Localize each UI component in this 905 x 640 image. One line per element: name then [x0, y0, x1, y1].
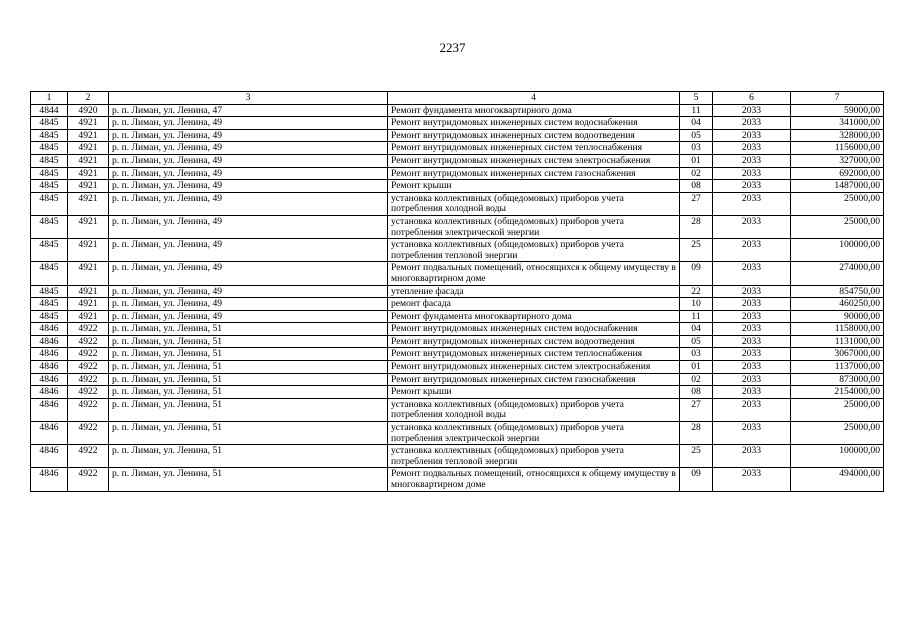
- table-row: [31, 192, 884, 215]
- column-header: 3: [109, 92, 388, 105]
- address-cell: р. п. Лиман, ул. Ленина, 47: [109, 104, 388, 117]
- year-cell: 2033: [713, 468, 791, 491]
- address-cell: р. п. Лиман, ул. Ленина, 49: [109, 192, 388, 215]
- work-type-cell: Ремонт внутридомовых инженерных систем электроснабжения: [388, 154, 680, 167]
- year-cell: 2033: [713, 348, 791, 361]
- year-cell: 2033: [713, 154, 791, 167]
- work-code-cell: 03: [680, 348, 713, 361]
- row-id-cell: 4845: [31, 262, 68, 285]
- house-id-cell: 4921: [68, 262, 109, 285]
- address-cell: р. п. Лиман, ул. Ленина, 49: [109, 310, 388, 323]
- year-cell: 2033: [713, 323, 791, 336]
- address-cell: р. п. Лиман, ул. Ленина, 51: [109, 373, 388, 386]
- cost-cell: 327000,00: [791, 154, 884, 167]
- house-id-cell: 4922: [68, 373, 109, 386]
- work-type-cell: установка коллективных (общедомовых) приборов учета потребления холодной воды: [388, 192, 680, 215]
- work-type-cell: Ремонт внутридомовых инженерных систем теплоснабжения: [388, 142, 680, 155]
- address-cell: р. п. Лиман, ул. Ленина, 49: [109, 215, 388, 238]
- work-code-cell: 08: [680, 386, 713, 399]
- work-code-cell: 01: [680, 361, 713, 374]
- work-code-cell: 11: [680, 104, 713, 117]
- address-cell: р. п. Лиман, ул. Ленина, 51: [109, 445, 388, 468]
- year-cell: 2033: [713, 285, 791, 298]
- cost-cell: 1156000,00: [791, 142, 884, 155]
- column-header: 7: [791, 92, 884, 105]
- row-id-cell: 4845: [31, 192, 68, 215]
- cost-cell: 341000,00: [791, 117, 884, 130]
- cost-cell: 1158000,00: [791, 323, 884, 336]
- table-row: [31, 215, 884, 238]
- address-cell: р. п. Лиман, ул. Ленина, 49: [109, 239, 388, 262]
- cost-cell: 25000,00: [791, 192, 884, 215]
- cost-cell: 2154000,00: [791, 386, 884, 399]
- address-cell: р. п. Лиман, ул. Ленина, 49: [109, 154, 388, 167]
- work-type-cell: установка коллективных (общедомовых) приборов учета потребления тепловой энергии: [388, 239, 680, 262]
- row-id-cell: 4845: [31, 142, 68, 155]
- cost-cell: 3067000,00: [791, 348, 884, 361]
- house-id-cell: 4921: [68, 215, 109, 238]
- year-cell: 2033: [713, 104, 791, 117]
- work-code-cell: 09: [680, 468, 713, 491]
- table-row: [31, 239, 884, 262]
- house-id-cell: 4921: [68, 129, 109, 142]
- column-number-row: [31, 92, 884, 105]
- house-id-cell: 4922: [68, 323, 109, 336]
- cost-cell: 854750,00: [791, 285, 884, 298]
- address-cell: р. п. Лиман, ул. Ленина, 51: [109, 323, 388, 336]
- work-code-cell: 04: [680, 117, 713, 130]
- row-id-cell: 4845: [31, 285, 68, 298]
- work-type-cell: ремонт фасада: [388, 298, 680, 311]
- house-id-cell: 4921: [68, 117, 109, 130]
- row-id-cell: 4846: [31, 422, 68, 445]
- row-id-cell: 4845: [31, 239, 68, 262]
- address-cell: р. п. Лиман, ул. Ленина, 51: [109, 348, 388, 361]
- address-cell: р. п. Лиман, ул. Ленина, 49: [109, 117, 388, 130]
- row-id-cell: 4844: [31, 104, 68, 117]
- house-id-cell: 4921: [68, 154, 109, 167]
- table-row: [31, 129, 884, 142]
- row-id-cell: 4846: [31, 323, 68, 336]
- table-row: [31, 298, 884, 311]
- house-id-cell: 4921: [68, 239, 109, 262]
- table-row: [31, 154, 884, 167]
- row-id-cell: 4846: [31, 361, 68, 374]
- work-code-cell: 27: [680, 192, 713, 215]
- year-cell: 2033: [713, 361, 791, 374]
- house-id-cell: 4922: [68, 422, 109, 445]
- house-id-cell: 4921: [68, 298, 109, 311]
- year-cell: 2033: [713, 117, 791, 130]
- year-cell: 2033: [713, 129, 791, 142]
- table-row: [31, 445, 884, 468]
- house-id-cell: 4921: [68, 192, 109, 215]
- work-code-cell: 02: [680, 373, 713, 386]
- row-id-cell: 4845: [31, 154, 68, 167]
- work-code-cell: 09: [680, 262, 713, 285]
- work-type-cell: утепление фасада: [388, 285, 680, 298]
- register-table: [30, 91, 884, 492]
- cost-cell: 460250,00: [791, 298, 884, 311]
- row-id-cell: 4846: [31, 348, 68, 361]
- house-id-cell: 4922: [68, 386, 109, 399]
- column-header: 2: [68, 92, 109, 105]
- table-row: [31, 117, 884, 130]
- cost-cell: 1487000,00: [791, 180, 884, 193]
- row-id-cell: 4846: [31, 445, 68, 468]
- work-code-cell: 08: [680, 180, 713, 193]
- address-cell: р. п. Лиман, ул. Ленина, 49: [109, 180, 388, 193]
- row-id-cell: 4846: [31, 386, 68, 399]
- work-type-cell: установка коллективных (общедомовых) приборов учета потребления тепловой энергии: [388, 445, 680, 468]
- cost-cell: 25000,00: [791, 215, 884, 238]
- year-cell: 2033: [713, 180, 791, 193]
- cost-cell: 1131000,00: [791, 335, 884, 348]
- cost-cell: 59000,00: [791, 104, 884, 117]
- table-row: [31, 104, 884, 117]
- cost-cell: 25000,00: [791, 398, 884, 421]
- table-row: [31, 142, 884, 155]
- column-header: 1: [31, 92, 68, 105]
- table-row: [31, 323, 884, 336]
- address-cell: р. п. Лиман, ул. Ленина, 49: [109, 142, 388, 155]
- cost-cell: 90000,00: [791, 310, 884, 323]
- work-code-cell: 28: [680, 422, 713, 445]
- house-id-cell: 4921: [68, 167, 109, 180]
- address-cell: р. п. Лиман, ул. Ленина, 51: [109, 335, 388, 348]
- work-code-cell: 11: [680, 310, 713, 323]
- year-cell: 2033: [713, 422, 791, 445]
- work-type-cell: Ремонт внутридомовых инженерных систем водоотведения: [388, 129, 680, 142]
- cost-cell: 873000,00: [791, 373, 884, 386]
- cost-cell: 25000,00: [791, 422, 884, 445]
- table-row: [31, 348, 884, 361]
- table-body: [31, 104, 884, 491]
- work-code-cell: 25: [680, 445, 713, 468]
- year-cell: 2033: [713, 298, 791, 311]
- row-id-cell: 4845: [31, 167, 68, 180]
- work-code-cell: 28: [680, 215, 713, 238]
- house-id-cell: 4922: [68, 335, 109, 348]
- year-cell: 2033: [713, 373, 791, 386]
- table-row: [31, 167, 884, 180]
- row-id-cell: 4846: [31, 398, 68, 421]
- cost-cell: 274000,00: [791, 262, 884, 285]
- cost-cell: 494000,00: [791, 468, 884, 491]
- year-cell: 2033: [713, 398, 791, 421]
- work-code-cell: 04: [680, 323, 713, 336]
- year-cell: 2033: [713, 215, 791, 238]
- year-cell: 2033: [713, 192, 791, 215]
- year-cell: 2033: [713, 142, 791, 155]
- year-cell: 2033: [713, 386, 791, 399]
- cost-cell: 100000,00: [791, 445, 884, 468]
- row-id-cell: 4846: [31, 335, 68, 348]
- year-cell: 2033: [713, 310, 791, 323]
- row-id-cell: 4845: [31, 310, 68, 323]
- work-code-cell: 03: [680, 142, 713, 155]
- year-cell: 2033: [713, 239, 791, 262]
- column-header: 4: [388, 92, 680, 105]
- work-type-cell: Ремонт фундамента многоквартирного дома: [388, 310, 680, 323]
- row-id-cell: 4845: [31, 129, 68, 142]
- house-id-cell: 4922: [68, 348, 109, 361]
- row-id-cell: 4846: [31, 373, 68, 386]
- work-code-cell: 05: [680, 335, 713, 348]
- year-cell: 2033: [713, 335, 791, 348]
- house-id-cell: 4921: [68, 310, 109, 323]
- work-type-cell: Ремонт внутридомовых инженерных систем теплоснабжения: [388, 348, 680, 361]
- work-type-cell: Ремонт фундамента многоквартирного дома: [388, 104, 680, 117]
- row-id-cell: 4845: [31, 298, 68, 311]
- work-type-cell: установка коллективных (общедомовых) приборов учета потребления холодной воды: [388, 398, 680, 421]
- address-cell: р. п. Лиман, ул. Ленина, 51: [109, 398, 388, 421]
- house-id-cell: 4920: [68, 104, 109, 117]
- work-code-cell: 02: [680, 167, 713, 180]
- cost-cell: 328000,00: [791, 129, 884, 142]
- row-id-cell: 4845: [31, 215, 68, 238]
- work-code-cell: 27: [680, 398, 713, 421]
- column-header: 5: [680, 92, 713, 105]
- work-type-cell: Ремонт крыши: [388, 386, 680, 399]
- work-type-cell: Ремонт подвальных помещений, относящихся к общему имуществу в многоквартирном доме: [388, 468, 680, 491]
- work-type-cell: установка коллективных (общедомовых) приборов учета потребления электрической энергии: [388, 215, 680, 238]
- address-cell: р. п. Лиман, ул. Ленина, 51: [109, 468, 388, 491]
- house-id-cell: 4922: [68, 468, 109, 491]
- table-row: [31, 262, 884, 285]
- table-row: [31, 180, 884, 193]
- address-cell: р. п. Лиман, ул. Ленина, 49: [109, 167, 388, 180]
- table-row: [31, 468, 884, 491]
- page-number: 2237: [439, 40, 466, 55]
- work-code-cell: 01: [680, 154, 713, 167]
- work-type-cell: установка коллективных (общедомовых) приборов учета потребления электрической энергии: [388, 422, 680, 445]
- row-id-cell: 4845: [31, 180, 68, 193]
- house-id-cell: 4922: [68, 445, 109, 468]
- house-id-cell: 4922: [68, 398, 109, 421]
- table-row: [31, 285, 884, 298]
- work-code-cell: 25: [680, 239, 713, 262]
- work-type-cell: Ремонт крыши: [388, 180, 680, 193]
- work-code-cell: 05: [680, 129, 713, 142]
- table-row: [31, 386, 884, 399]
- address-cell: р. п. Лиман, ул. Ленина, 49: [109, 298, 388, 311]
- address-cell: р. п. Лиман, ул. Ленина, 49: [109, 285, 388, 298]
- cost-cell: 692000,00: [791, 167, 884, 180]
- table-row: [31, 373, 884, 386]
- address-cell: р. п. Лиман, ул. Ленина, 51: [109, 361, 388, 374]
- work-code-cell: 22: [680, 285, 713, 298]
- address-cell: р. п. Лиман, ул. Ленина, 49: [109, 262, 388, 285]
- year-cell: 2033: [713, 262, 791, 285]
- column-header: 6: [713, 92, 791, 105]
- cost-cell: 100000,00: [791, 239, 884, 262]
- table-row: [31, 398, 884, 421]
- house-id-cell: 4922: [68, 361, 109, 374]
- house-id-cell: 4921: [68, 180, 109, 193]
- work-type-cell: Ремонт внутридомовых инженерных систем газоснабжения: [388, 373, 680, 386]
- table-row: [31, 422, 884, 445]
- work-type-cell: Ремонт внутридомовых инженерных систем электроснабжения: [388, 361, 680, 374]
- work-type-cell: Ремонт внутридомовых инженерных систем водоснабжения: [388, 117, 680, 130]
- address-cell: р. п. Лиман, ул. Ленина, 51: [109, 386, 388, 399]
- table-row: [31, 335, 884, 348]
- house-id-cell: 4921: [68, 142, 109, 155]
- cost-cell: 1137000,00: [791, 361, 884, 374]
- work-type-cell: Ремонт внутридомовых инженерных систем газоснабжения: [388, 167, 680, 180]
- year-cell: 2033: [713, 167, 791, 180]
- table-row: [31, 361, 884, 374]
- address-cell: р. п. Лиман, ул. Ленина, 51: [109, 422, 388, 445]
- work-type-cell: Ремонт внутридомовых инженерных систем водоотведения: [388, 335, 680, 348]
- row-id-cell: 4845: [31, 117, 68, 130]
- table-row: [31, 310, 884, 323]
- address-cell: р. п. Лиман, ул. Ленина, 49: [109, 129, 388, 142]
- work-type-cell: Ремонт внутридомовых инженерных систем водоснабжения: [388, 323, 680, 336]
- work-type-cell: Ремонт подвальных помещений, относящихся к общему имуществу в многоквартирном доме: [388, 262, 680, 285]
- year-cell: 2033: [713, 445, 791, 468]
- work-code-cell: 10: [680, 298, 713, 311]
- house-id-cell: 4921: [68, 285, 109, 298]
- row-id-cell: 4846: [31, 468, 68, 491]
